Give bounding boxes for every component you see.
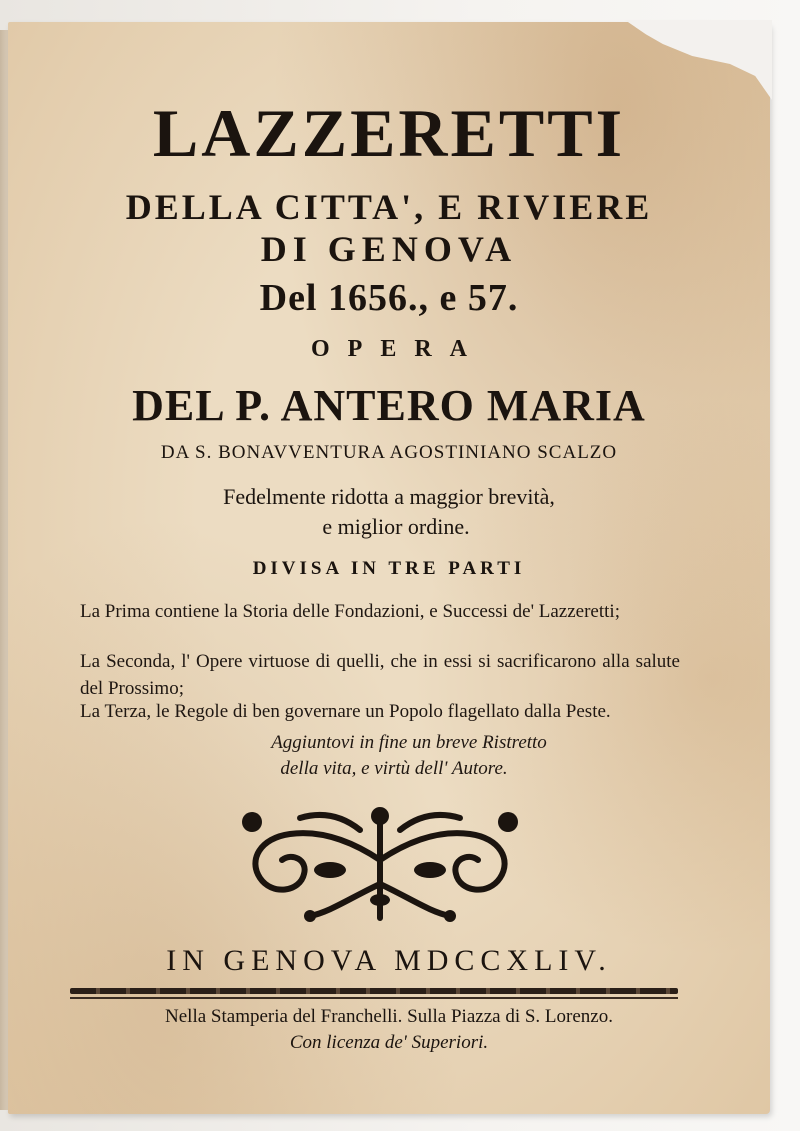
title-page <box>8 22 770 1114</box>
appendix-line-1: Aggiuntovi in fine un breve Ristretto <box>271 732 547 753</box>
floral-ornament-icon <box>230 800 530 928</box>
license-line: Con licenza de' Superiori. <box>289 1032 489 1053</box>
author-order: DA S. BONAVVENTURA AGOSTINIANO SCALZO <box>160 442 618 463</box>
printer-line: Nella Stamperia del Franchelli. Sulla Piazza di S. Lorenzo. <box>165 1006 613 1027</box>
decorative-rule-thin <box>70 997 678 999</box>
edition-note-1: Fedelmente ridotta a maggior brevità, <box>223 484 555 509</box>
appendix-line-2: della vita, e virtù dell' Autore. <box>280 758 508 779</box>
book-title: LAZZERETTI <box>152 95 626 171</box>
part-two-description: La Seconda, l' Opere virtuose di quelli, che in essi si sacrificarono alla salute del Prossimo; <box>80 651 680 699</box>
part-three-description: La Terza, le Regole di ben governare un Popolo flagellato dalla Peste. <box>80 701 611 722</box>
edition-note-2: e miglior ordine. <box>322 514 470 539</box>
opera-label: OPERA <box>311 336 485 362</box>
torn-corner <box>562 20 772 100</box>
part-one-description: La Prima contiene la Storia delle Fondazioni, e Successi de' Lazzeretti; <box>80 601 620 622</box>
author-name: DEL P. ANTERO MARIA <box>132 381 646 430</box>
decorative-rule <box>70 988 678 994</box>
imprint-place-date: IN GENOVA MDCCXLIV. <box>166 944 612 977</box>
years-line: Del 1656., e 57. <box>259 277 519 319</box>
subtitle-line-1: DELLA CITTA', E RIVIERE <box>125 187 653 227</box>
subtitle-line-2: DI GENOVA <box>260 229 518 269</box>
division-heading: DIVISA IN TRE PARTI <box>252 558 526 579</box>
